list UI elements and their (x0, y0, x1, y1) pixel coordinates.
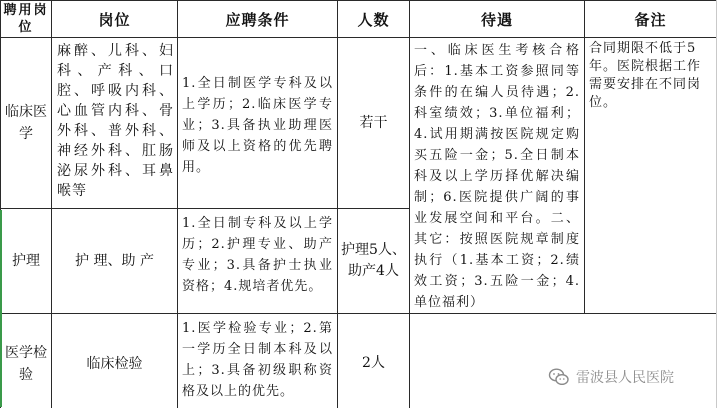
post-cell: 麻醉、儿科、妇科、产科、口腔、呼吸内科、心血管内科、骨外科、普外科、神经外科、肛肠泌尿外科、耳鼻喉等 (52, 38, 178, 209)
empty-cell (585, 314, 717, 408)
header-row (1, 1, 717, 38)
header-remarks: 备注 (585, 1, 717, 38)
empty-cell (410, 314, 585, 408)
count-cell: 护理5人、助产4人 (338, 209, 410, 314)
requirements-cell: 1.全日制医学专科及以上学历；2.临床医学专业；3.具备执业助理医师及以上资格的优先聘用。 (178, 38, 338, 209)
table-row-lab (1, 314, 717, 408)
category-cell: 临床医学 (1, 38, 52, 209)
header-post: 岗位 (52, 1, 178, 38)
watermark-text: 雷波县人民医院 (576, 370, 674, 386)
header-count: 人数 (338, 1, 410, 38)
watermark (548, 366, 674, 388)
requirements-cell: 1.全日制专科及以上学历；2.护理专业、助产专业；3.具备护士执业资格；4.规培者优先。 (178, 209, 338, 314)
header-requirements: 应聘条件 (178, 1, 338, 38)
count-cell: 2人 (338, 314, 410, 408)
wechat-icon (548, 366, 570, 388)
requirements-cell: 1.医学检验专业；2.第一学历全日制本科及以上；3.具备初级职称资格及以上的优先。 (178, 314, 338, 408)
count-cell: 若干 (338, 38, 410, 209)
post-cell: 护 理、助 产 (52, 209, 178, 314)
category-cell: 医学检验 (1, 314, 52, 408)
post-cell: 临床检验 (52, 314, 178, 408)
header-treatment: 待遇 (410, 1, 585, 38)
header-position-category: 聘用岗位 (1, 1, 52, 38)
remarks-cell: 合同期限不低于5年。医院根据工作需要安排在不同岗位。 (585, 38, 717, 314)
table-row-clinical (1, 38, 717, 209)
treatment-cell: 一、临床医生考核合格后：1.基本工资参照同等条件的在编人员待遇；2.科室绩效；3.单位福利；4.试用期满按医院规定购买五险一金；5.全日制本科及以上学历择优解决编制；6.医院提供广阔的事业发展空间和平台。二、其它：按照医院规章制度执行（1.基本工资；2.绩效工资；3.五险一金；4.单位福利） (410, 38, 585, 314)
category-cell: 护理 (1, 209, 52, 314)
